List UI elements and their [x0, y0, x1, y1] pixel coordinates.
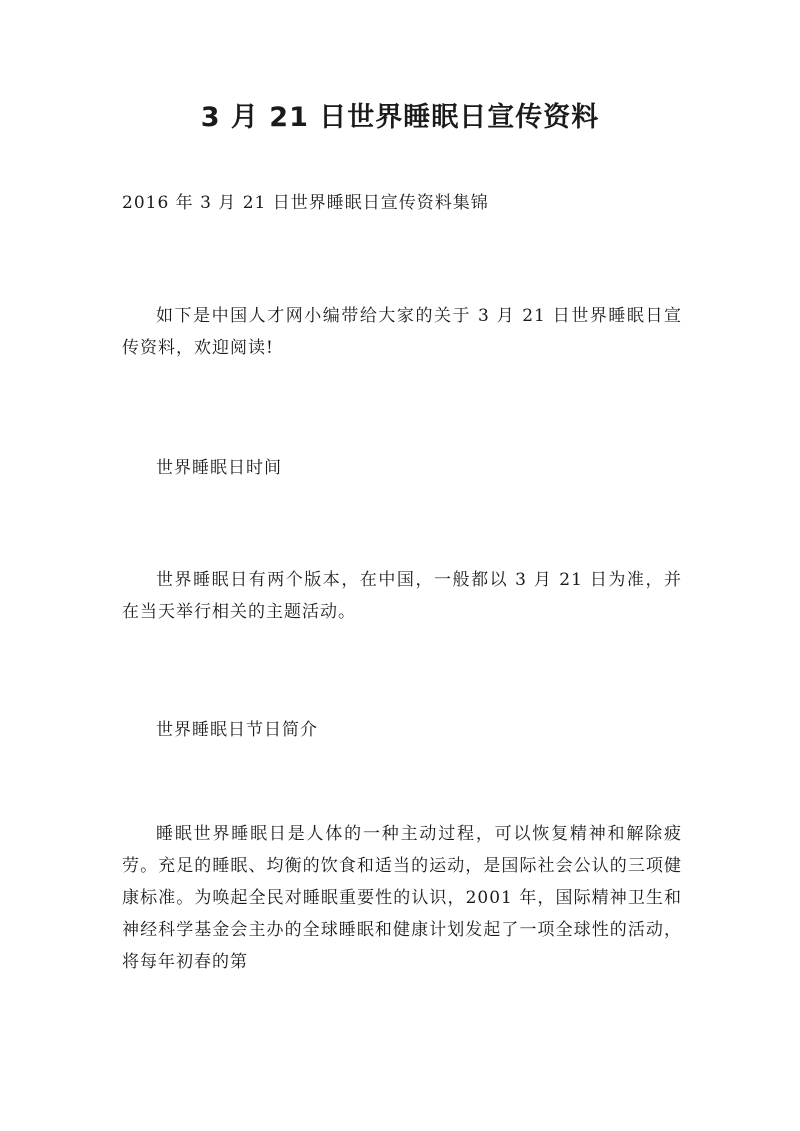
section-heading-time: 世界睡眠日时间	[156, 458, 282, 478]
introduction-paragraph: 睡眠世界睡眠日是人体的一种主动过程，可以恢复精神和解除疲劳。充足的睡眠、均衡的饮食和适当的运动，是国际社会公认的三项健康标准。为唤起全民对睡眠重要性的认识，2001 年，国际精神卫生和神经科学基金会主办的全球睡眠和健康计划发起了一项全球性的活动，将每年初春的第	[122, 824, 682, 972]
document-subtitle: 2016 年 3 月 21 日世界睡眠日宣传资料集锦	[122, 193, 489, 213]
intro-paragraph: 如下是中国人才网小编带给大家的关于 3 月 21 日世界睡眠日宣传资料，欢迎阅读!	[122, 306, 682, 358]
time-paragraph: 世界睡眠日有两个版本，在中国，一般都以 3 月 21 日为准，并在当天举行相关的主题活动。	[122, 570, 682, 622]
section-heading-intro: 世界睡眠日节日简介	[156, 720, 318, 740]
document-title: 3 月 21 日世界睡眠日宣传资料	[200, 102, 600, 133]
